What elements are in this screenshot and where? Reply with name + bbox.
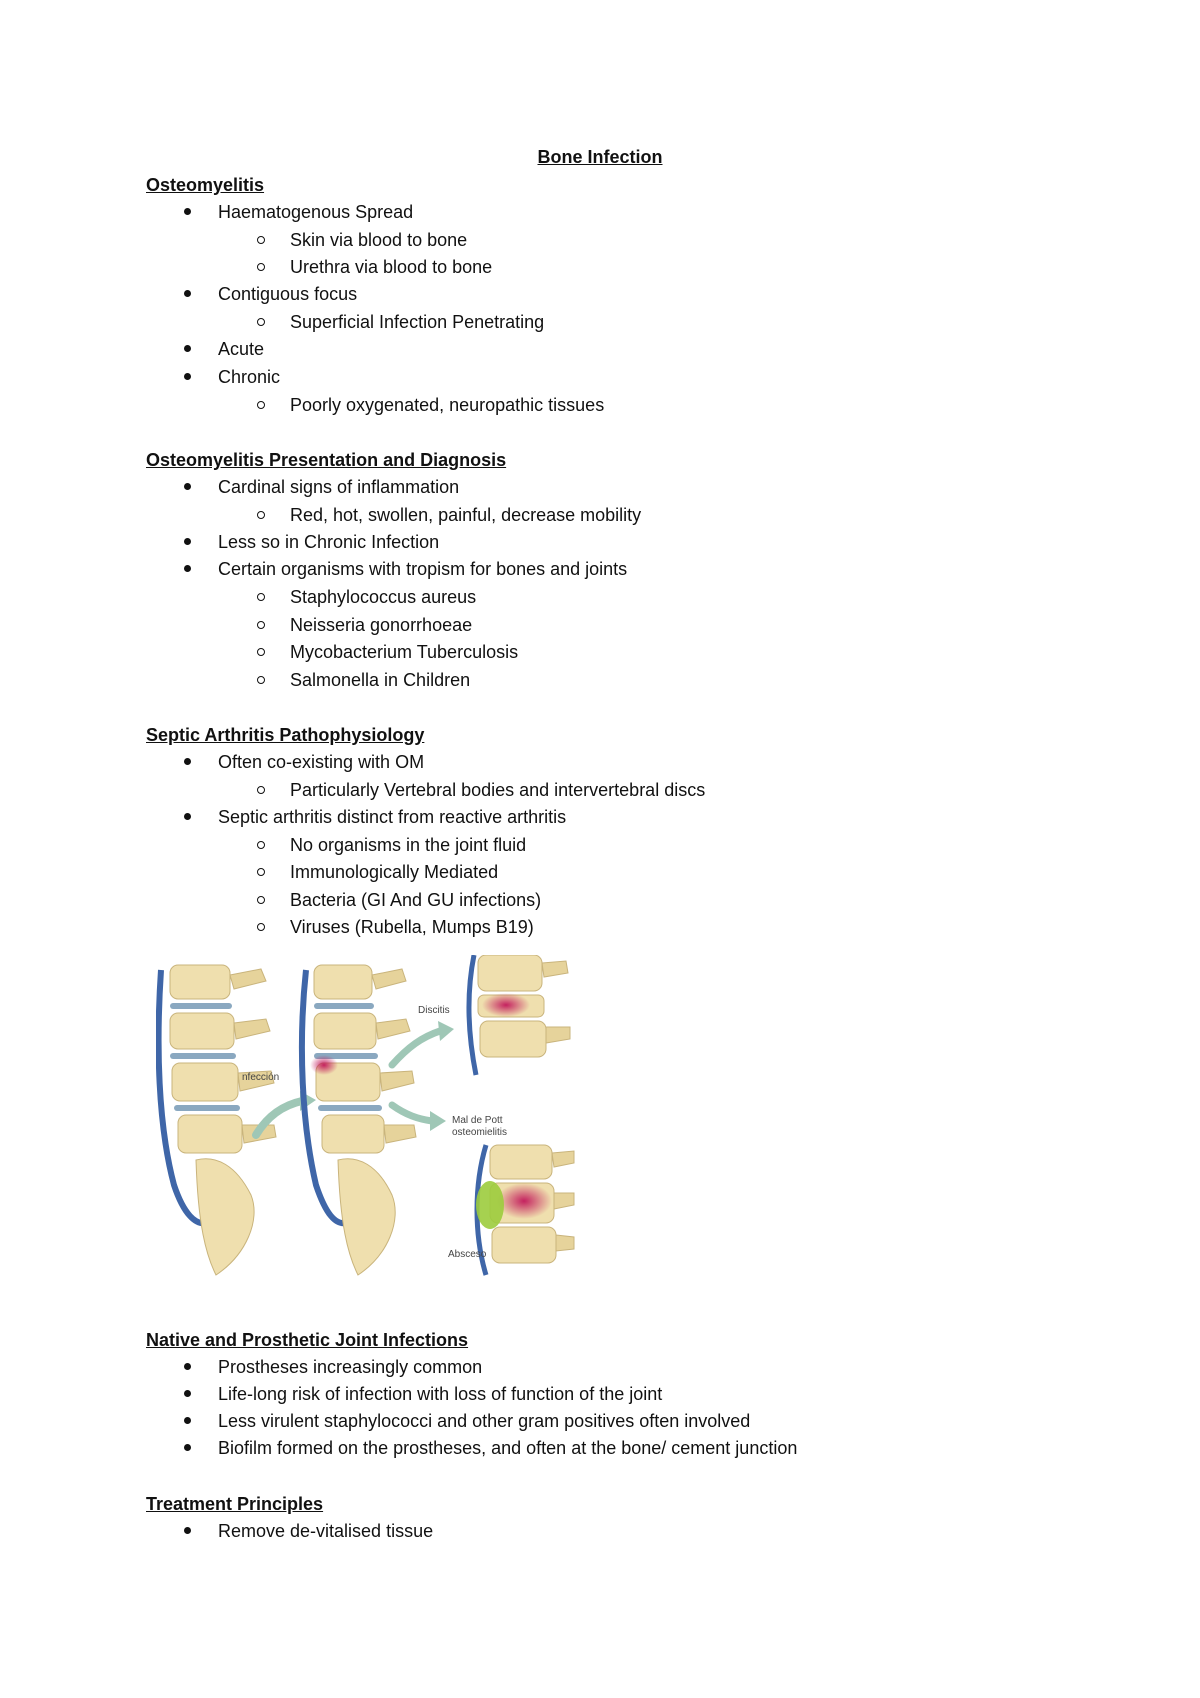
- progression-arrow: [392, 1105, 432, 1121]
- disc: [170, 1003, 232, 1009]
- vertebra: [492, 1227, 556, 1263]
- section-heading-presentation-diagnosis: Osteomyelitis Presentation and Diagnosis: [146, 450, 507, 470]
- list-item: Certain organisms with tropism for bones and joints: [218, 559, 628, 579]
- list-item: Life-long risk of infection with loss of function of the joint: [218, 1384, 663, 1404]
- section-heading-joint-infections: Native and Prosthetic Joint Infections: [146, 1330, 469, 1350]
- sub-list-item: Bacteria (GI And GU infections): [290, 890, 542, 910]
- label-infeccion: nfección: [242, 1072, 280, 1083]
- spinous-processes: [542, 961, 570, 1043]
- list-item: Cardinal signs of inflammation: [218, 477, 460, 497]
- list-item: Often co-existing with OM: [218, 752, 425, 772]
- vertebra: [322, 1115, 384, 1153]
- list-item: Less so in Chronic Infection: [218, 532, 440, 552]
- vertebra: [314, 1013, 376, 1049]
- discitis-panel: [469, 955, 570, 1075]
- vertebra: [478, 955, 542, 991]
- list-item: Acute: [218, 339, 265, 359]
- pott-panel: [476, 1145, 574, 1275]
- vertebra: [172, 1063, 238, 1101]
- sub-list-item: Neisseria gonorrhoeae: [290, 615, 473, 635]
- section-heading-osteomyelitis: Osteomyelitis: [146, 175, 265, 195]
- sub-list-item: Urethra via blood to bone: [290, 257, 493, 277]
- sub-list-item: Mycobacterium Tuberculosis: [290, 642, 519, 662]
- infection-focus: [310, 1055, 338, 1075]
- disc: [174, 1105, 240, 1111]
- vertebra: [170, 1013, 234, 1049]
- vertebra: [170, 965, 230, 999]
- arrow-head: [430, 1111, 446, 1131]
- list-item: Less virulent staphylococci and other gram positives often involved: [218, 1411, 751, 1431]
- sub-list-item: Skin via blood to bone: [290, 230, 468, 250]
- arrow-head: [438, 1021, 454, 1041]
- spine-healthy: [159, 965, 276, 1275]
- spine-infection-illustration: [156, 955, 576, 1295]
- disc: [314, 1003, 374, 1009]
- section-heading-septic-arthritis: Septic Arthritis Pathophysiology: [146, 725, 425, 745]
- sub-list-item: Salmonella in Children: [290, 670, 471, 690]
- sub-list-item: No organisms in the joint fluid: [290, 835, 527, 855]
- list-item: Septic arthritis distinct from reactive arthritis: [218, 807, 567, 827]
- disc-infection: [482, 993, 530, 1017]
- vertebral-infection: [496, 1183, 552, 1219]
- vertebra: [480, 1021, 546, 1057]
- list-item: Remove de-vitalised tissue: [218, 1521, 434, 1541]
- abscess: [476, 1181, 504, 1229]
- list-item: Prostheses increasingly common: [218, 1357, 483, 1377]
- list-item: Contiguous focus: [218, 284, 358, 304]
- list-item: Chronic: [218, 367, 281, 387]
- sub-list-item: Staphylococcus aureus: [290, 587, 477, 607]
- label-absceso: Absceso: [448, 1249, 487, 1260]
- progression-arrow: [256, 1101, 302, 1135]
- document-title: Bone Infection: [537, 147, 663, 167]
- sacrum: [338, 1159, 395, 1275]
- section-heading-treatment-principles: Treatment Principles: [146, 1494, 324, 1514]
- sub-list-item: Superficial Infection Penetrating: [290, 312, 545, 332]
- list-item: Haematogenous Spread: [218, 202, 414, 222]
- spine-infected: [302, 965, 416, 1275]
- sub-list-item: Red, hot, swollen, painful, decrease mobility: [290, 505, 642, 525]
- sub-list-item: Viruses (Rubella, Mumps B19): [290, 917, 534, 937]
- sub-list-item: Immunologically Mediated: [290, 862, 499, 882]
- label-mal-de-pott: Mal de Pott: [452, 1115, 503, 1126]
- sacrum: [196, 1159, 254, 1275]
- list-item: Biofilm formed on the prostheses, and often at the bone/ cement junction: [218, 1438, 798, 1458]
- spinal-canal: [469, 955, 476, 1075]
- vertebra: [314, 965, 372, 999]
- disc: [318, 1105, 382, 1111]
- vertebra: [490, 1145, 552, 1179]
- label-discitis: Discitis: [418, 1005, 450, 1016]
- disc: [170, 1053, 236, 1059]
- vertebra: [178, 1115, 242, 1153]
- label-osteomielitis: osteomielitis: [452, 1127, 508, 1138]
- progression-arrow: [392, 1031, 440, 1065]
- sub-list-item: Particularly Vertebral bodies and intervertebral discs: [290, 780, 706, 800]
- sub-list-item: Poorly oxygenated, neuropathic tissues: [290, 395, 605, 415]
